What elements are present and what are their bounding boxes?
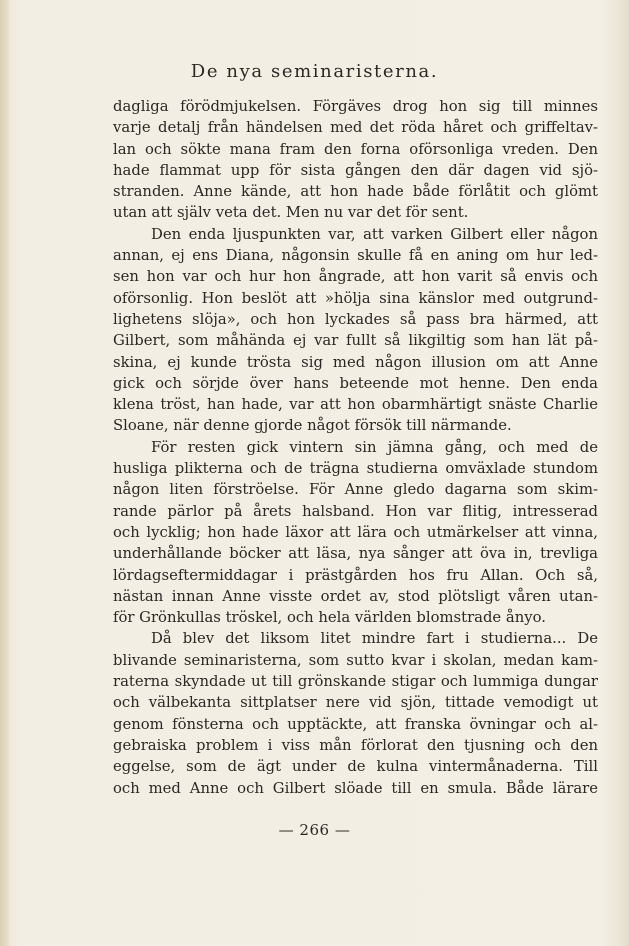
running-head: De nya seminaristerna.: [190, 61, 439, 82]
text-line: Den enda ljuspunkten var, att varken Gilbert eller någon: [151, 225, 598, 243]
text-line: varje detalj från händelsen med det röda håret och griffeltav-: [113, 119, 598, 137]
text-line: Sloane, när denne gjorde något försök till närmande.: [113, 417, 512, 435]
text-line: gick och sörjde över hans beteende mot henne. Den enda: [113, 374, 598, 392]
text-line: rande pärlor på årets halsband. Hon var flitig, intresserad: [113, 502, 598, 520]
text-line: husliga plikterna och de trägna studierna omväxlade stundom: [113, 460, 598, 478]
text-line: Gilbert, som måhända ej var fullt så likgiltig som han lät på-: [113, 332, 598, 350]
text-line: lighetens slöja», och hon lyckades så pass bra härmed, att: [113, 310, 598, 328]
text-line: skina, ej kunde trösta sig med någon illusion om att Anne: [113, 353, 598, 371]
page-number: — 266 —: [278, 821, 351, 839]
text-line: stranden. Anne kände, att hon hade både förlåtit och glömt: [113, 183, 598, 201]
text-line: raterna skyndade ut till grönskande stigar och lummiga dungar: [113, 673, 598, 691]
text-line: underhållande böcker att läsa, nya sånger att öva in, trevliga: [113, 545, 598, 563]
text-line: annan, ej ens Diana, någonsin skulle få en aning om hur led-: [113, 247, 598, 265]
text-line: för Grönkullas tröskel, och hela världen blomstrade ånyo.: [113, 609, 546, 627]
text-line: För resten gick vintern sin jämna gång, och med de: [151, 438, 598, 456]
text-line: klena tröst, han hade, var att hon obarmhärtigt snäste Charlie: [113, 396, 598, 414]
text-line: och lycklig; hon hade läxor att lära och utmärkelser att vinna,: [113, 523, 598, 541]
text-line: lan och sökte mana fram den forna oförsonliga vreden. Den: [113, 140, 598, 158]
page-gutter: [0, 0, 9, 946]
text-line: oförsonlig. Hon beslöt att »hölja sina känslor med outgrund-: [113, 289, 598, 307]
text-line: blivande seminaristerna, som sutto kvar i skolan, medan kam-: [113, 651, 598, 669]
text-line: och välbekanta sittplatser nere vid sjön, tittade vemodigt ut: [113, 694, 598, 712]
text-line: Då blev det liksom litet mindre fart i studierna... De: [151, 630, 598, 648]
text-line: utan att själv veta det. Men nu var det för sent.: [113, 204, 469, 222]
text-line: eggelse, som de ägt under de kulna vintermånaderna. Till: [113, 758, 598, 776]
text-line: och med Anne och Gilbert slöade till en smula. Både lärare: [113, 779, 598, 797]
text-line: genom fönsterna och upptäckte, att franska övningar och al-: [113, 715, 598, 733]
text-line: någon liten förströelse. För Anne gledo dagarna som skim-: [113, 481, 598, 499]
body-text: [113, 96, 598, 799]
text-line: lördagseftermiddagar i prästgården hos fru Allan. Och så,: [113, 566, 598, 584]
text-line: nästan innan Anne visste ordet av, stod plötsligt våren utan-: [113, 587, 598, 605]
text-line: gebraiska problem i viss mån förlorat den tjusning och den: [113, 736, 598, 754]
text-line: sen hon var och hur hon ångrade, att hon varit så envis och: [113, 268, 598, 286]
text-line: hade flammat upp för sista gången den där dagen vid sjö-: [113, 161, 598, 179]
text-line: dagliga förödmjukelsen. Förgäves drog hon sig till minnes: [113, 98, 598, 115]
